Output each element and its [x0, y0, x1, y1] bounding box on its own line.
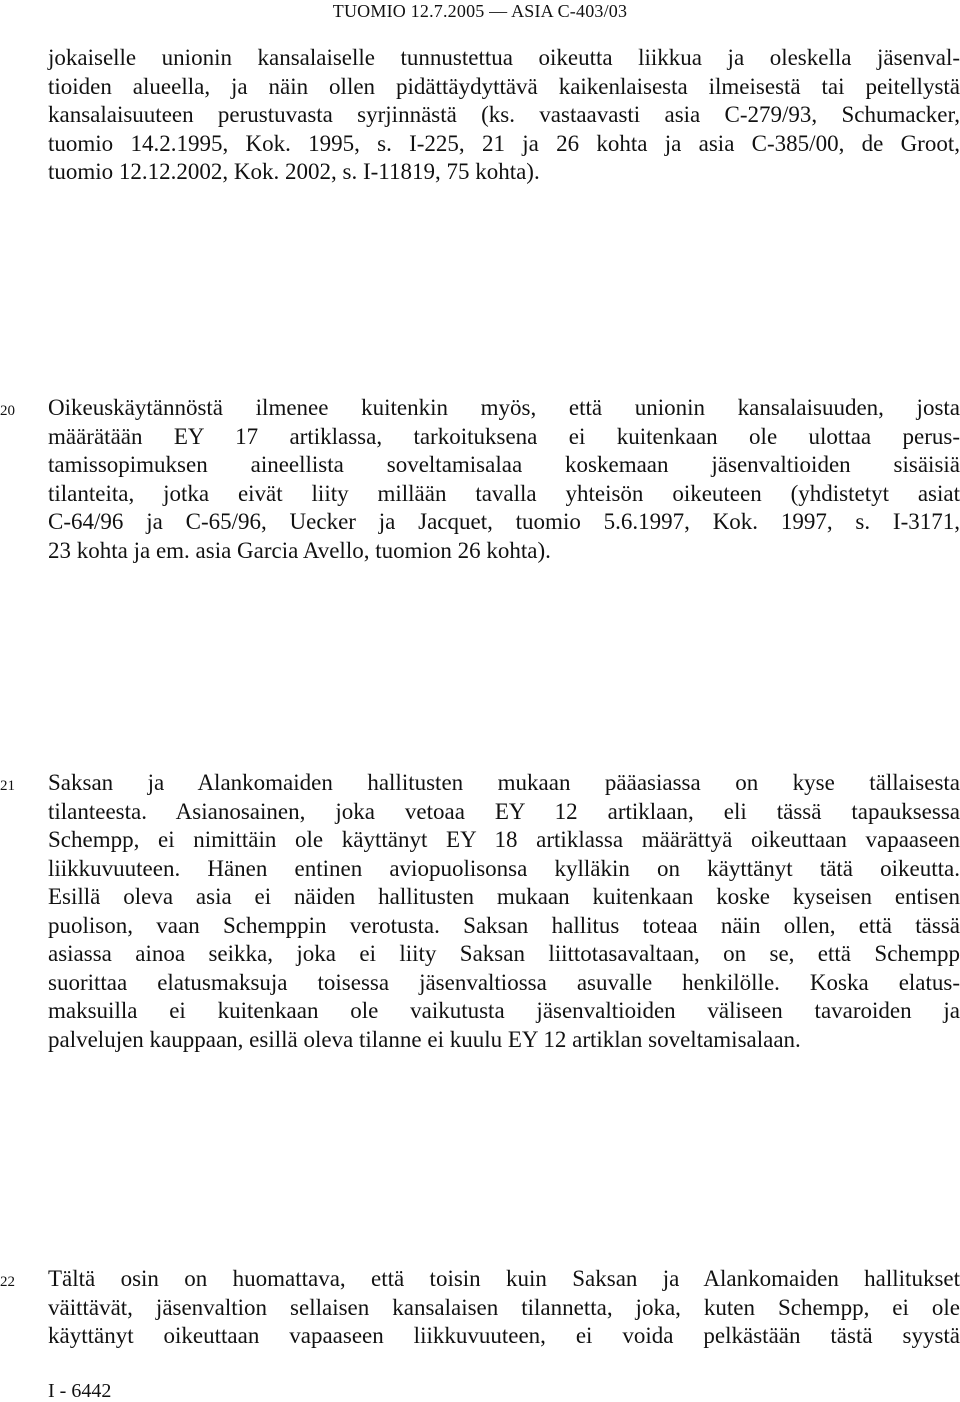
page-number: I - 6442: [48, 1380, 112, 1402]
paragraph-number: 22: [0, 1274, 15, 1290]
text-line: tuomio 12.12.2002, Kok. 2002, s. I-11819, 75 kohta).: [48, 159, 540, 184]
text-line: määrätään EY 17 artiklassa, tarkoituksena ei kuitenkaan ole ulottaa perus-: [48, 423, 960, 449]
text-line: Tältä osin on huomattava, että toisin kuin Saksan ja Alankomaiden hallitukset: [48, 1266, 960, 1291]
text-line: jokaiselle unionin kansalaiselle tunnustettua oikeutta liikkua ja oleskella jäsenval-: [48, 45, 960, 70]
text-line: väittävät, jäsenvaltion sellaisen kansalaisen tilannetta, joka, kuten Schempp, ei ole: [48, 1294, 960, 1320]
paragraph-20: [48, 394, 960, 565]
text-line: suorittaa elatusmaksuja toisessa jäsenvaltiossa asuvalle henkilölle. Koska elatus-: [48, 969, 960, 995]
text-line: tioiden alueella, ja näin ollen pidättäydyttävä kaikenlaisesta ilmeisestä tai peitellystä: [48, 73, 960, 99]
text-line: Saksan ja Alankomaiden hallitusten mukaan pääasiassa on kyse tällaisesta: [48, 770, 960, 795]
text-line: puolison, vaan Schemppin verotusta. Saksan hallitus toteaa näin ollen, että tässä: [48, 912, 960, 938]
text-line: liikkuvuuteen. Hänen entinen aviopuolisonsa kylläkin on käyttänyt tätä oikeutta.: [48, 855, 960, 881]
paragraph-number: 21: [0, 778, 15, 794]
text-line: 23 kohta ja em. asia Garcia Avello, tuomion 26 kohta).: [48, 537, 551, 563]
text-line: tilanteita, jotka eivät liity millään tavalla yhteisön oikeuteen (yhdistetyt asiat: [48, 480, 960, 506]
paragraph-continuation: [48, 44, 960, 187]
text-line: käyttänyt oikeuttaan vapaaseen liikkuvuuteen, ei voida pelkästään tästä syystä: [48, 1323, 960, 1348]
paragraph-22: [48, 1265, 960, 1351]
text-line: asiassa ainoa seikka, joka ei liity Saksan liittotasavaltaan, on se, että Schempp: [48, 941, 960, 966]
text-line: Oikeuskäytännöstä ilmenee kuitenkin myös, että unionin kansalaisuuden, josta: [48, 395, 960, 420]
text-line: C-64/96 ja C-65/96, Uecker ja Jacquet, tuomio 5.6.1997, Kok. 1997, s. I-3171,: [48, 509, 960, 534]
text-line: Esillä oleva asia ei näiden hallitusten mukaan kuitenkaan koske kyseisen entisen: [48, 884, 960, 909]
text-line: tuomio 14.2.1995, Kok. 1995, s. I-225, 21 ja 26 kohta ja asia C-385/00, de Groot,: [48, 130, 960, 156]
text-line: palvelujen kauppaan, esillä oleva tilanne ei kuulu EY 12 artiklan soveltamisalaan.: [48, 1026, 801, 1052]
running-header: TUOMIO 12.7.2005 — ASIA C-403/03: [332, 1, 628, 21]
paragraph-number: 20: [0, 403, 15, 419]
text-line: maksuilla ei kuitenkaan ole vaikutusta jäsenvaltioiden väliseen tavaroiden ja: [48, 998, 960, 1023]
text-line: kansalaisuuteen perustuvasta syrjinnästä (ks. vastaavasti asia C-279/93, Schumacker,: [48, 102, 960, 127]
text-line: tamissopimuksen aineellista soveltamisalaa koskemaan jäsenvaltioiden sisäisiä: [48, 452, 960, 477]
text-line: tilanteesta. Asianosainen, joka vetoaa EY 12 artiklaan, eli tässä tapauksessa: [48, 798, 960, 824]
text-line: Schempp, ei nimittäin ole käyttänyt EY 18 artiklassa määrättyä oikeuttaan vapaaseen: [48, 827, 960, 852]
paragraph-21: [48, 769, 960, 1054]
